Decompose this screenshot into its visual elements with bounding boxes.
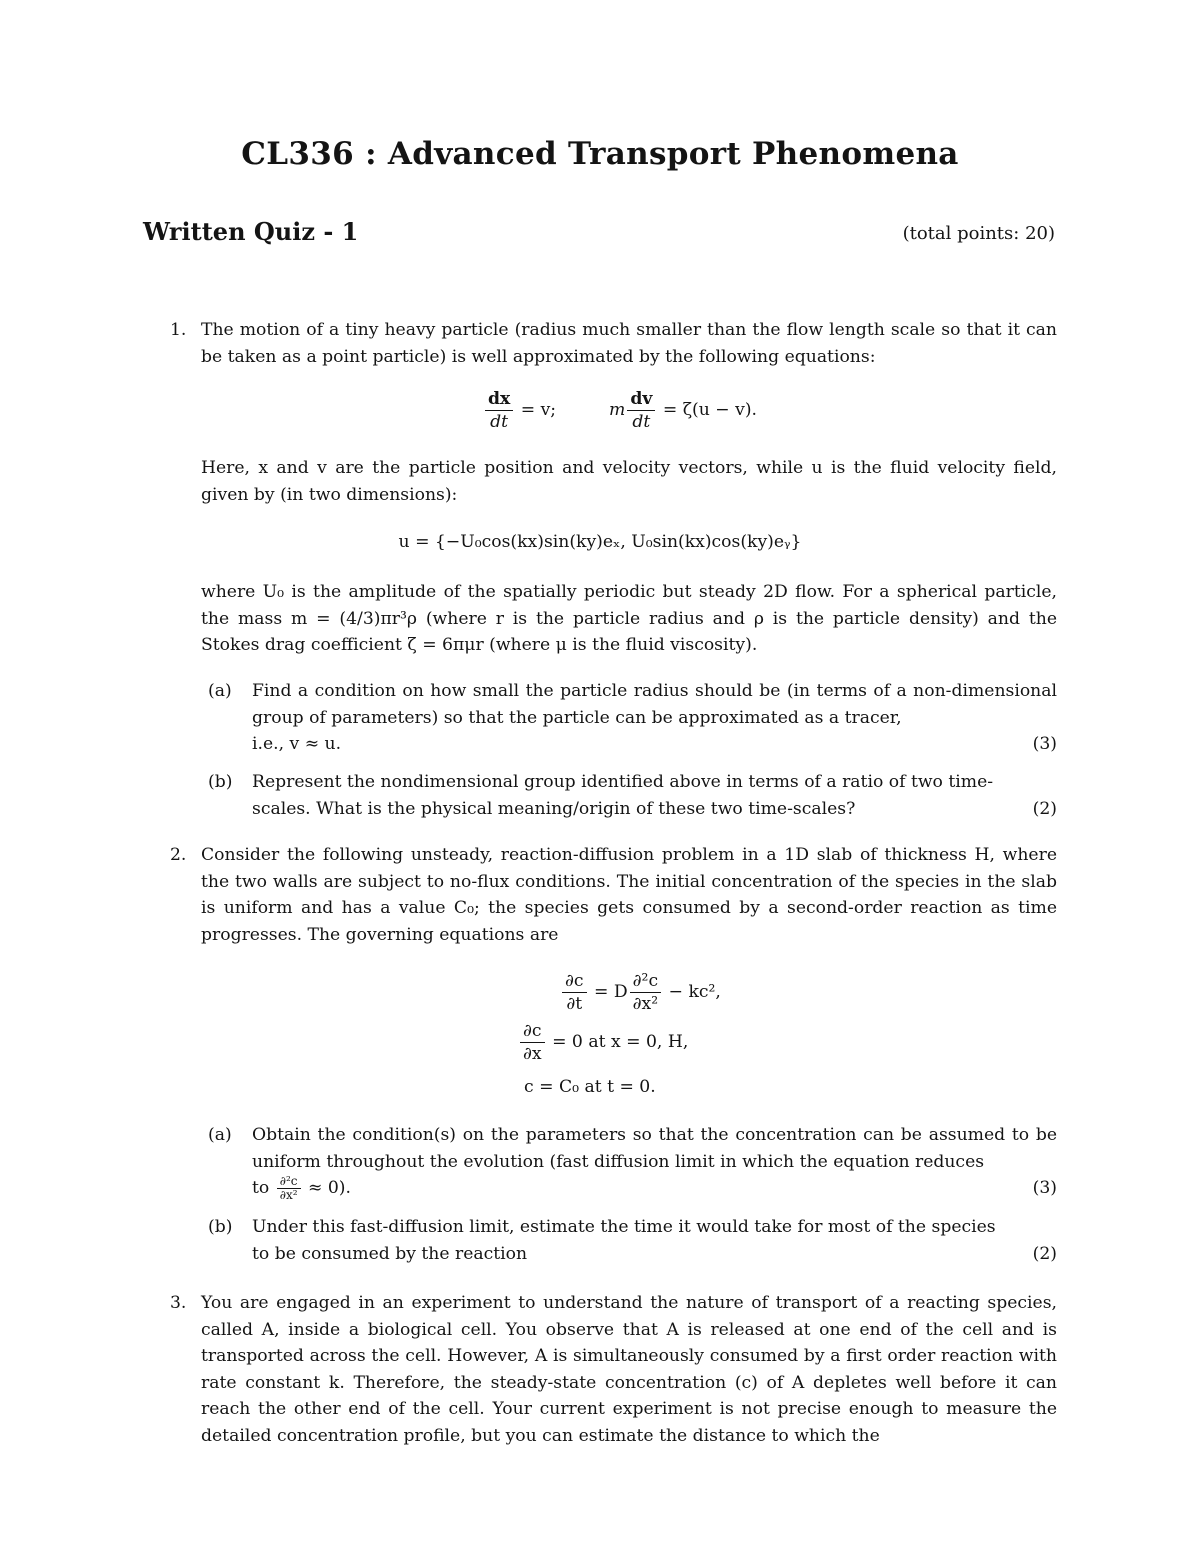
total-points: (total points: 20) xyxy=(902,223,1055,244)
equation-motion xyxy=(483,388,757,433)
part-last-suffix: ≈ 0). xyxy=(308,1178,351,1199)
part-text: Obtain the condition(s) on the parameters so that the concentration can be assumed to be uniform throughout the evolution (fast diffusion limit in which the equation reduces xyxy=(252,1125,1057,1172)
part-last-line: scales. What is the physical meaning/origin of these two time-scales? xyxy=(252,798,856,819)
eq-rhs: = 0 at x = 0, H, xyxy=(552,1032,689,1052)
eq-den: ∂t xyxy=(566,994,583,1014)
equation-reaction-diffusion xyxy=(560,970,721,1015)
part-last-line: to be consumed by the reaction xyxy=(252,1243,528,1264)
part-last-prefix: to xyxy=(252,1178,270,1199)
eq-rhs: = v; xyxy=(520,400,557,420)
question-number: 1. xyxy=(170,320,187,340)
part-points: (2) xyxy=(1032,798,1057,819)
question-number: 3. xyxy=(170,1293,187,1313)
question-3-intro: You are engaged in an experiment to understand the nature of transport of a reacting species, called A, inside a biological cell. You observe that A is released at one end of the cell and is transported across the cell. However, A is simultaneously consumed by a first order reaction with rate constant k. Therefore, the steady-state concentration (c) of A depletes well before it can reach the other end of the cell. Your current experiment is not precise enough to measure the detailed concentration profile, but you can estimate the distance to which the xyxy=(201,1293,1057,1446)
quiz-subtitle: Written Quiz - 1 xyxy=(143,217,359,246)
equation-initial-condition: c = C₀ at t = 0. xyxy=(524,1077,656,1097)
question-number: 2. xyxy=(170,845,187,865)
eq-den: ∂x xyxy=(523,1044,542,1064)
part-points: (3) xyxy=(1032,734,1057,755)
part-text: Under this fast-diffusion limit, estimate the time it would take for most of the species xyxy=(252,1217,996,1237)
eq-rhs: = ζ(u − v). xyxy=(662,400,758,420)
question-1-intro: The motion of a tiny heavy particle (radius much smaller than the flow length scale so that it can be taken as a point particle) is well approximated by the following equations: xyxy=(201,320,1057,367)
part-label: (a) xyxy=(208,681,232,701)
part-points: (2) xyxy=(1032,1243,1057,1264)
part-text: Find a condition on how small the particle radius should be (in terms of a non-dimensional group of parameters) so that the particle can be approximated as a tracer, xyxy=(252,681,1057,728)
eq-num: ∂c xyxy=(562,970,587,993)
eq-num: dv xyxy=(627,388,655,411)
paragraph: where U₀ is the amplitude of the spatially periodic but steady 2D flow. For a spherical particle, the mass m = (4/3)πr³ρ (where r is the particle radius and ρ is the particle density) and the Stokes drag coefficient ζ = 6πμr (where μ is the fluid viscosity). xyxy=(201,582,1057,656)
eq-rhs: − kc², xyxy=(668,982,721,1002)
part-text: Represent the nondimensional group identified above in terms of a ratio of two time- xyxy=(252,772,994,792)
part-label: (a) xyxy=(208,1125,232,1145)
part-label: (b) xyxy=(208,772,233,792)
eq-num: ∂²c xyxy=(277,1175,301,1189)
eq-den: ∂x² xyxy=(632,994,659,1014)
eq-num: ∂²c xyxy=(630,970,661,993)
eq-den: dt xyxy=(632,412,651,432)
eq-den: dt xyxy=(490,412,509,432)
paragraph: Here, x and v are the particle position and velocity vectors, while u is the fluid velocity field, given by (in two dimensions): xyxy=(201,458,1057,505)
eq-mass: m xyxy=(609,400,626,420)
eq-den: ∂x² xyxy=(279,1188,298,1203)
eq-num: ∂c xyxy=(520,1020,545,1043)
part-label: (b) xyxy=(208,1217,233,1237)
equation-boundary-condition xyxy=(518,1020,688,1065)
eq-mid: = D xyxy=(593,982,628,1002)
page-title: CL336 : Advanced Transport Phenomena xyxy=(241,136,959,172)
part-points: (3) xyxy=(1032,1178,1057,1199)
part-last-line: i.e., v ≈ u. xyxy=(252,734,342,755)
question-2-intro: Consider the following unsteady, reaction-diffusion problem in a 1D slab of thickness H, where the two walls are subject to no-flux conditions. The initial concentration of the species in the slab is uniform and has a value C₀; the species gets consumed by a second-order reaction as time progresses. The governing equations are xyxy=(201,845,1057,945)
eq-num: dx xyxy=(485,388,513,411)
equation-velocity-field: u = {−U₀cos(kx)sin(ky)eₓ, U₀sin(kx)cos(ky)eᵧ} xyxy=(398,532,802,552)
